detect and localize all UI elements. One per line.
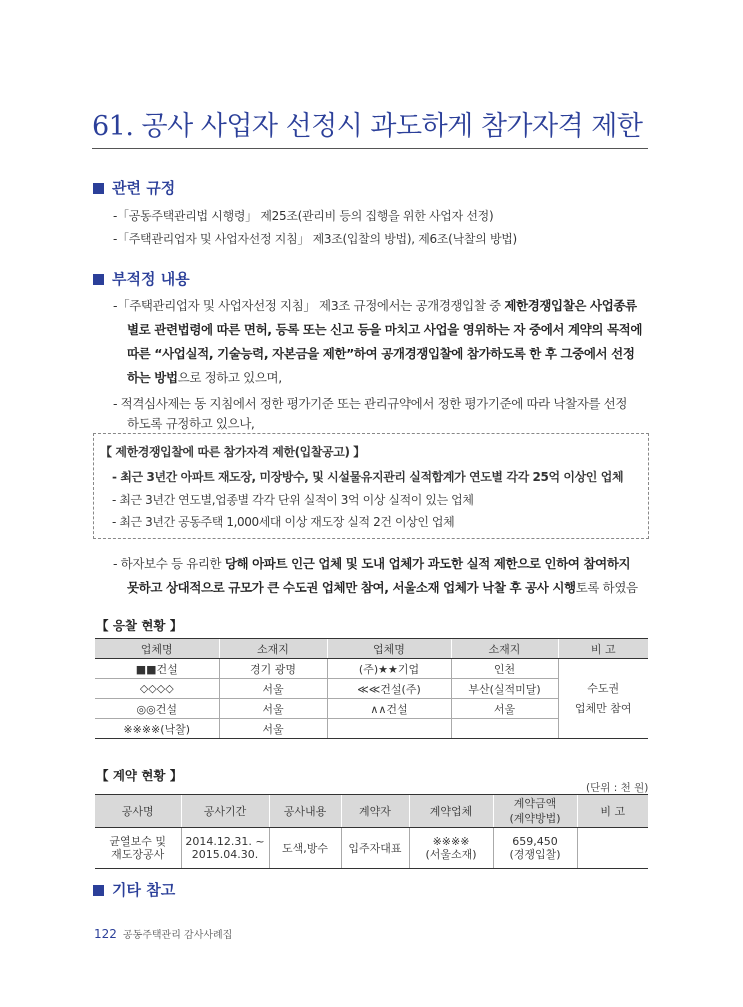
- header-cell: 계약업체: [409, 795, 493, 828]
- remark-line-2: 업체만 참여: [574, 701, 632, 715]
- text-segment-bold: 당해 아파트 인근 업체 및 도내 업체가 과도한 실적 제한으로 인하여 참여하지: [224, 556, 631, 571]
- title-rule: [92, 148, 648, 149]
- table-cell: (주)★★기업: [327, 659, 451, 679]
- cell-line: 2015.04.30.: [191, 848, 259, 861]
- improper-p2-line2: 하도록 규정하고 있으나,: [127, 416, 255, 431]
- cell-line: (서울소재): [425, 848, 477, 861]
- regulation-line-1: -「공동주택관리법 시행령」 제25조(관리비 등의 집행을 위한 사업자 선정): [113, 209, 494, 223]
- header-cell: 소재지: [451, 639, 558, 659]
- header-line: (계약방법): [509, 812, 561, 825]
- text-segment: - 하자보수 등 유리한: [113, 556, 225, 571]
- table-cell: 서울: [451, 699, 558, 719]
- section-heading-other: [93, 879, 175, 900]
- page-number: 122: [94, 927, 117, 941]
- table-cell: [577, 828, 648, 869]
- header-cell: 소재지: [219, 639, 327, 659]
- table-row: [95, 659, 648, 679]
- table-cell: [95, 828, 181, 869]
- table-header-row: [95, 639, 648, 659]
- text-segment: 으로 정하고 있으며,: [177, 370, 282, 385]
- text-segment-bold: 못하고 상대적으로 규모가 큰 수도권 업체만 참여, 서울소재 업체가 낙찰 후 공사 시행: [127, 580, 576, 595]
- section-heading-related: [93, 177, 175, 198]
- restriction-item-2: - 최근 3년간 연도별,업종별 각각 단위 실적이 3억 이상 실적이 있는 업체: [112, 493, 474, 507]
- page-footer: [94, 926, 232, 941]
- improper-p3-line1: [113, 554, 630, 572]
- regulation-line-2: -「주택관리업자 및 사업자선정 지침」 제3조(입찰의 방법), 제6조(낙찰의 방법): [113, 232, 517, 246]
- bid-status-heading: 【 응찰 현황 】: [96, 618, 183, 633]
- table-cell: 서울: [219, 719, 327, 739]
- square-bullet-icon: [93, 885, 104, 896]
- text-segment: -「주택관리업자 및 사업자선정 지침」 제3조 규정에서는 공개경쟁입찰 중: [113, 298, 505, 313]
- table-cell: ◎◎건설: [95, 699, 219, 719]
- cell-line: (경쟁입찰): [509, 848, 561, 861]
- cell-line: 재도장공사: [111, 848, 165, 861]
- table-cell: [451, 719, 558, 739]
- book-title: 공동주택관리 감사사례집: [122, 930, 233, 941]
- improper-p2-line1: - 적격심사제는 동 지침에서 정한 평가기준 또는 관리규약에서 정한 평가기준에 따라 낙찰자를 선정: [113, 396, 627, 411]
- section-heading-improper: [93, 268, 190, 289]
- square-bullet-icon: [93, 274, 104, 285]
- header-cell: 계약자: [341, 795, 409, 828]
- section-heading-text: 부적정 내용: [112, 270, 190, 288]
- text-segment-bold: 하는 방법: [127, 370, 178, 385]
- table-cell: ◇◇◇◇: [95, 679, 219, 699]
- improper-p3-line2: [127, 578, 638, 596]
- table-row: [95, 828, 648, 869]
- square-bullet-icon: [93, 183, 104, 194]
- table-cell: 서울: [219, 679, 327, 699]
- table-cell: [409, 828, 493, 869]
- table-cell: ■■건설: [95, 659, 219, 679]
- header-cell: 업체명: [327, 639, 451, 659]
- header-cell: 공사내용: [269, 795, 341, 828]
- header-cell: 비 고: [577, 795, 648, 828]
- improper-p1-line3: 따른 “사업실적, 기술능력, 자본금을 제한”하여 공개경쟁입찰에 참가하도록 한 후 그중에서 선정: [127, 346, 635, 361]
- section-heading-text: 기타 참고: [112, 881, 176, 899]
- bid-status-table: [95, 638, 648, 739]
- table-cell: ※※※※(낙찰): [95, 719, 219, 739]
- header-cell: [493, 795, 577, 828]
- cell-line: 659,450: [512, 835, 558, 848]
- improper-p1-line2: 별로 관련법령에 따른 면허, 등록 또는 신고 등을 마치고 사업을 영위하는 자 중에서 계약의 목적에: [127, 322, 643, 337]
- header-cell: 공사명: [95, 795, 181, 828]
- table-cell: 입주자대표: [341, 828, 409, 869]
- table-header-row: [95, 795, 648, 828]
- restriction-item-3: - 최근 3년간 공동주택 1,000세대 이상 재도장 실적 2건 이상인 업체: [112, 515, 455, 529]
- table-cell: 경기 광명: [219, 659, 327, 679]
- cell-line: 균열보수 및: [109, 835, 167, 848]
- table-cell: 부산(실적미달): [451, 679, 558, 699]
- restriction-box-heading: 【 제한경쟁입찰에 따른 참가자격 제한(입찰공고) 】: [100, 445, 365, 459]
- table-cell: [493, 828, 577, 869]
- text-segment-bold: 제한경쟁입찰은 사업종류: [504, 298, 637, 313]
- table-cell: [181, 828, 269, 869]
- cell-line: ※※※※: [432, 835, 470, 848]
- header-cell: 공사기간: [181, 795, 269, 828]
- improper-p1-line4: [127, 368, 282, 386]
- table-cell: 도색,방수: [269, 828, 341, 869]
- table-cell: ∧∧건설: [327, 699, 451, 719]
- restriction-item-1: - 최근 3년간 아파트 재도장, 미장방수, 및 시설물유지관리 실적합계가 연도별 각각 25억 이상인 업체: [112, 470, 624, 484]
- contract-status-heading: 【 계약 현황 】: [96, 768, 183, 783]
- remark-cell: [558, 659, 648, 739]
- text-segment: 토록 하였음: [575, 580, 638, 595]
- section-heading-text: 관련 규정: [112, 179, 176, 197]
- improper-p1-line1: [113, 296, 637, 314]
- header-cell: 비 고: [558, 639, 648, 659]
- cell-line: 2014.12.31. ~: [185, 835, 265, 848]
- table-cell: 인천: [451, 659, 558, 679]
- header-cell: 업체명: [95, 639, 219, 659]
- unit-label: (단위 : 천 원): [586, 782, 649, 794]
- table-cell: ≪≪건설(주): [327, 679, 451, 699]
- header-line: 계약금액: [513, 797, 557, 810]
- remark-line-1: 수도권: [587, 681, 620, 695]
- table-cell: 서울: [219, 699, 327, 719]
- page-title: 61. 공사 사업자 선정시 과도하게 참가자격 제한: [92, 111, 643, 142]
- contract-status-table: [95, 794, 648, 869]
- table-cell: [327, 719, 451, 739]
